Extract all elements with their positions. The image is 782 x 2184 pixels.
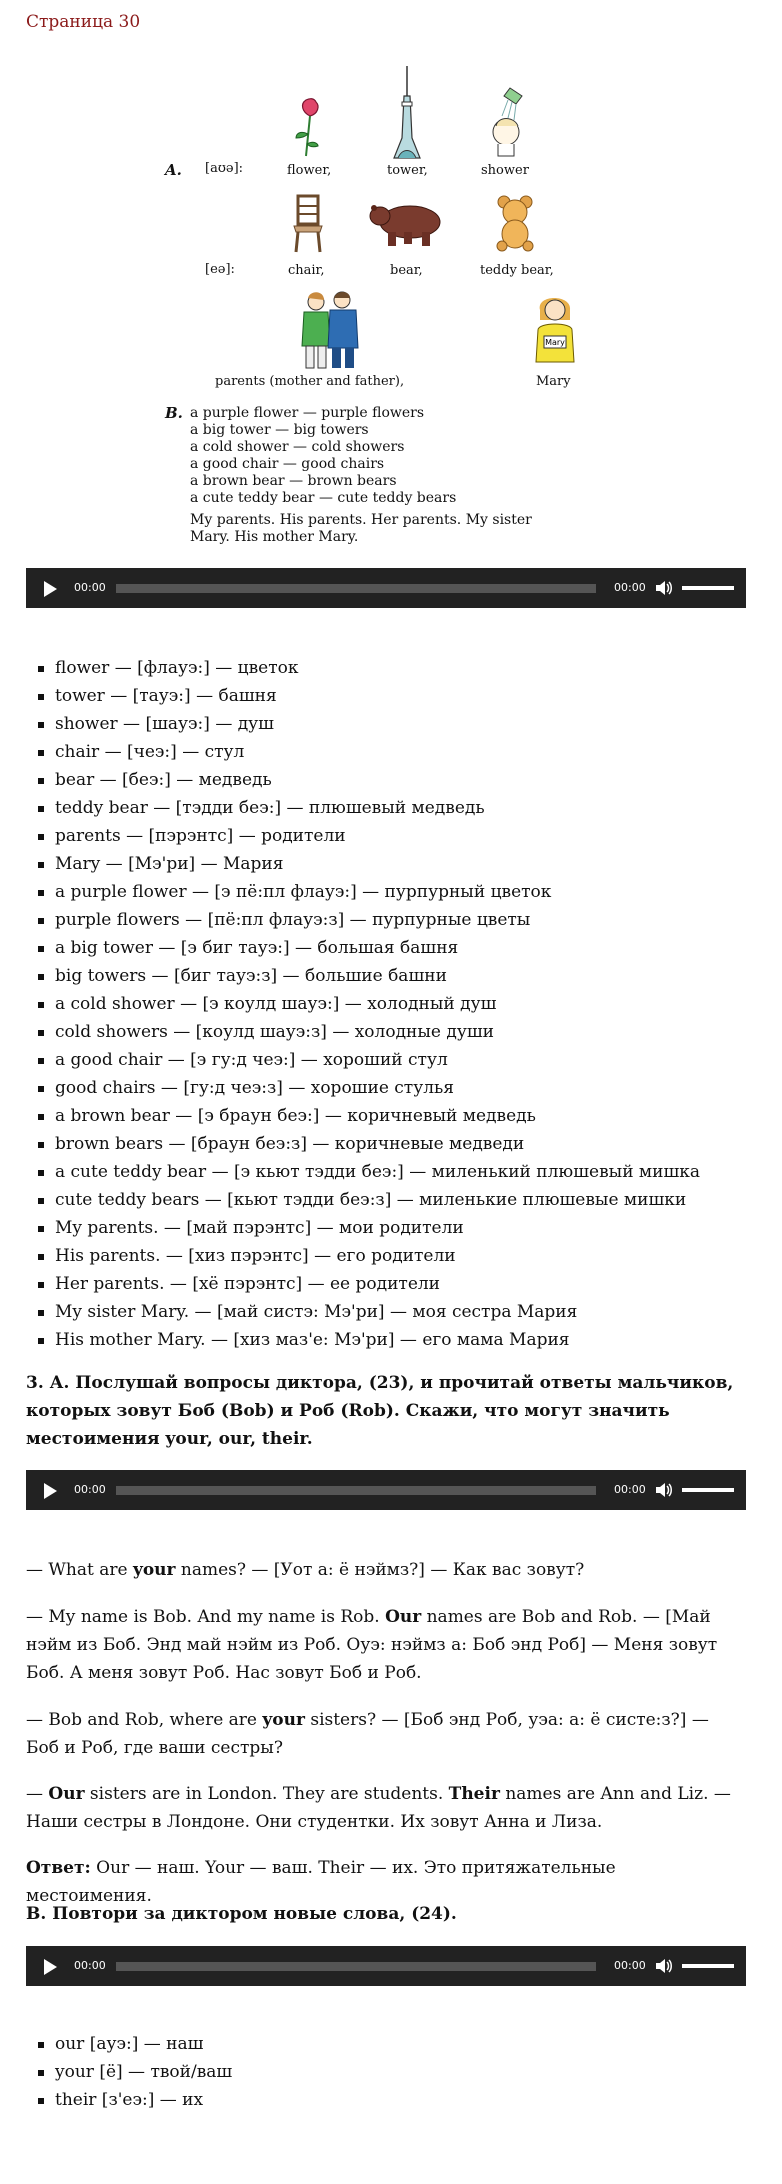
dialog-text: — What are xyxy=(26,1560,133,1580)
b-sentence: Mary. His mother Mary. xyxy=(190,529,359,545)
dialog-paragraph xyxy=(26,1780,746,1836)
parents-icon xyxy=(294,290,366,370)
list-item: My parents. — [май пэрэнтс] — мои родители xyxy=(26,1214,700,1242)
play-button[interactable] xyxy=(44,1483,57,1499)
bear-icon xyxy=(368,198,450,248)
dialog-emphasis: Our xyxy=(385,1607,422,1627)
answer-label: Ответ: xyxy=(26,1858,91,1878)
word-tower: tower, xyxy=(387,163,428,178)
current-time: 00:00 xyxy=(74,581,106,594)
dialog-text: — My name is Bob. And my name is Rob. xyxy=(26,1607,386,1627)
list-item: our [ауэ:] — наш xyxy=(26,2030,232,2058)
word-chair: chair, xyxy=(288,263,325,278)
audio-player xyxy=(26,1946,746,1986)
dialog-text: — Bob and Rob, where are xyxy=(26,1710,263,1730)
list-item: bear — [беэ:] — медведь xyxy=(26,766,700,794)
list-item: shower — [шауэ:] — душ xyxy=(26,710,700,738)
mary-name-tag: Mary xyxy=(545,338,565,347)
parents-label: parents (mother and father), xyxy=(215,374,405,389)
shower-icon xyxy=(488,86,528,158)
dialog-paragraph xyxy=(26,1603,746,1687)
dialog-paragraph xyxy=(26,1706,746,1762)
dialog-text: names are Bob and Rob. — [Май нэйм из Боб. Энд май нэйм из Роб. Оуэ: нэймз а: Боб энд Роб] — Меня зовут Боб. А меня зовут Роб. Нас зовут Боб и Роб. xyxy=(26,1607,718,1683)
list-item: His parents. — [хиз пэрэнтс] — его родители xyxy=(26,1242,700,1270)
chair-icon xyxy=(290,194,326,254)
list-item: a big tower — [э биг тауэ:] — большая башня xyxy=(26,934,700,962)
list-item: their [з'еэ:] — их xyxy=(26,2086,232,2114)
dialog-text: sisters are in London. They are students. xyxy=(84,1784,449,1804)
b-line: a good chair — good chairs xyxy=(190,456,385,472)
mary-label: Mary xyxy=(536,374,571,389)
list-item: My sister Mary. — [май систэ: Мэ'ри] — моя сестра Мария xyxy=(26,1298,700,1326)
duration-time: 00:00 xyxy=(614,1483,646,1496)
current-time: 00:00 xyxy=(74,1959,106,1972)
phonetic-ee: [eə]: xyxy=(205,262,235,277)
volume-slider[interactable] xyxy=(682,586,734,590)
list-item: His mother Mary. — [хиз маз'е: Мэ'ри] — его мама Мария xyxy=(26,1326,700,1354)
b-sentence: My parents. His parents. Her parents. My sister xyxy=(190,512,532,528)
dialog-text: names? — [Уот а: ё нэймз?] — Как вас зовут? xyxy=(175,1560,585,1580)
list-item: parents — [пэрэнтс] — родители xyxy=(26,822,700,850)
volume-slider[interactable] xyxy=(682,1488,734,1492)
list-item: teddy bear — [тэдди беэ:] — плюшевый медведь xyxy=(26,794,700,822)
dialog-paragraph xyxy=(26,1556,746,1584)
dialog-emphasis: your xyxy=(262,1710,305,1730)
audio-player xyxy=(26,568,746,608)
word-teddy-bear: teddy bear, xyxy=(480,263,554,278)
list-item: a purple flower — [э пё:пл флауэ:] — пурпурный цветок xyxy=(26,878,700,906)
list-item: a brown bear — [э браун беэ:] — коричневый медведь xyxy=(26,1102,700,1130)
section-b-label: B. xyxy=(165,404,183,422)
volume-slider[interactable] xyxy=(682,1964,734,1968)
progress-slider[interactable] xyxy=(116,1486,596,1495)
b-line: a big tower — big towers xyxy=(190,422,369,438)
progress-slider[interactable] xyxy=(116,1962,596,1971)
list-item: brown bears — [браун беэ:з] — коричневые медведи xyxy=(26,1130,700,1158)
dialog-emphasis: Our xyxy=(48,1784,85,1804)
current-time: 00:00 xyxy=(74,1483,106,1496)
b-line: a cold shower — cold showers xyxy=(190,439,405,455)
list-item: cold showers — [коулд шауэ:з] — холодные души xyxy=(26,1018,700,1046)
dialog-emphasis: your xyxy=(132,1560,176,1580)
list-item: tower — [тауэ:] — башня xyxy=(26,682,700,710)
list-item: a cute teddy bear — [э кьют тэдди беэ:] — миленький плюшевый мишка xyxy=(26,1158,700,1186)
word-bear: bear, xyxy=(390,263,423,278)
list-item: big towers — [биг тауэ:з] — большие башни xyxy=(26,962,700,990)
task-3-heading: 3. А. Послушай вопросы диктора, (23), и прочитай ответы мальчиков, которых зовут Боб (Bob) и Роб (Rob). Скажи, что могут значить местоимения your, our, their. xyxy=(26,1373,734,1449)
word-flower: flower, xyxy=(287,163,332,178)
vocabulary-list xyxy=(26,654,700,1354)
volume-icon[interactable] xyxy=(654,579,674,597)
duration-time: 00:00 xyxy=(614,1959,646,1972)
teddy-bear-icon xyxy=(494,194,538,252)
dialog-emphasis: Their xyxy=(448,1784,500,1804)
b-line: a brown bear — brown bears xyxy=(190,473,397,489)
list-item: a cold shower — [э коулд шауэ:] — холодный душ xyxy=(26,990,700,1018)
dialog-text: — xyxy=(26,1784,49,1804)
list-item: Her parents. — [хё пэрэнтс] — ее родители xyxy=(26,1270,700,1298)
flower-icon xyxy=(290,96,330,158)
textbook-illustration xyxy=(0,0,782,560)
progress-slider[interactable] xyxy=(116,584,596,593)
list-item: your [ё] — твой/ваш xyxy=(26,2058,232,2086)
list-item: chair — [чеэ:] — стул xyxy=(26,738,700,766)
volume-icon[interactable] xyxy=(654,1957,674,1975)
audio-player xyxy=(26,1470,746,1510)
answer-text: Our — наш. Your — ваш. Their — их. Это притяжательные местоимения. xyxy=(26,1858,616,1906)
list-item: Mary — [Мэ'ри] — Мария xyxy=(26,850,700,878)
word-shower: shower xyxy=(481,163,529,178)
phonetic-aue: [aʊə]: xyxy=(205,161,244,176)
duration-time: 00:00 xyxy=(614,581,646,594)
b-line: a cute teddy bear — cute teddy bears xyxy=(190,490,457,506)
list-item: good chairs — [гу:д чеэ:з] — хорошие стулья xyxy=(26,1074,700,1102)
mary-icon xyxy=(532,290,578,364)
page-number-link[interactable]: Страница 30 xyxy=(26,12,141,32)
list-item: a good chair — [э гу:д чеэ:] — хороший стул xyxy=(26,1046,700,1074)
list-item: flower — [флауэ:] — цветок xyxy=(26,654,700,682)
b-line: a purple flower — purple flowers xyxy=(190,405,425,421)
task-b-heading: В. Повтори за диктором новые слова, (24). xyxy=(26,1904,457,1924)
dialog-text: names are Ann and Liz. — Наши сестры в Лондоне. Они студентки. Их зовут Анна и Лиза. xyxy=(26,1784,731,1832)
play-button[interactable] xyxy=(44,1959,57,1975)
list-item: cute teddy bears — [кьют тэдди беэ:з] — миленькие плюшевые мишки xyxy=(26,1186,700,1214)
list-item: purple flowers — [пё:пл флауэ:з] — пурпурные цветы xyxy=(26,906,700,934)
new-words-list xyxy=(26,2030,232,2114)
section-a-label: A. xyxy=(165,161,182,179)
volume-icon[interactable] xyxy=(654,1481,674,1499)
play-button[interactable] xyxy=(44,581,57,597)
tower-icon xyxy=(390,66,424,160)
dialog-text: sisters? — [Боб энд Роб, уэа: а: ё систе:з?] — Боб и Роб, где ваши сестры? xyxy=(26,1710,709,1758)
